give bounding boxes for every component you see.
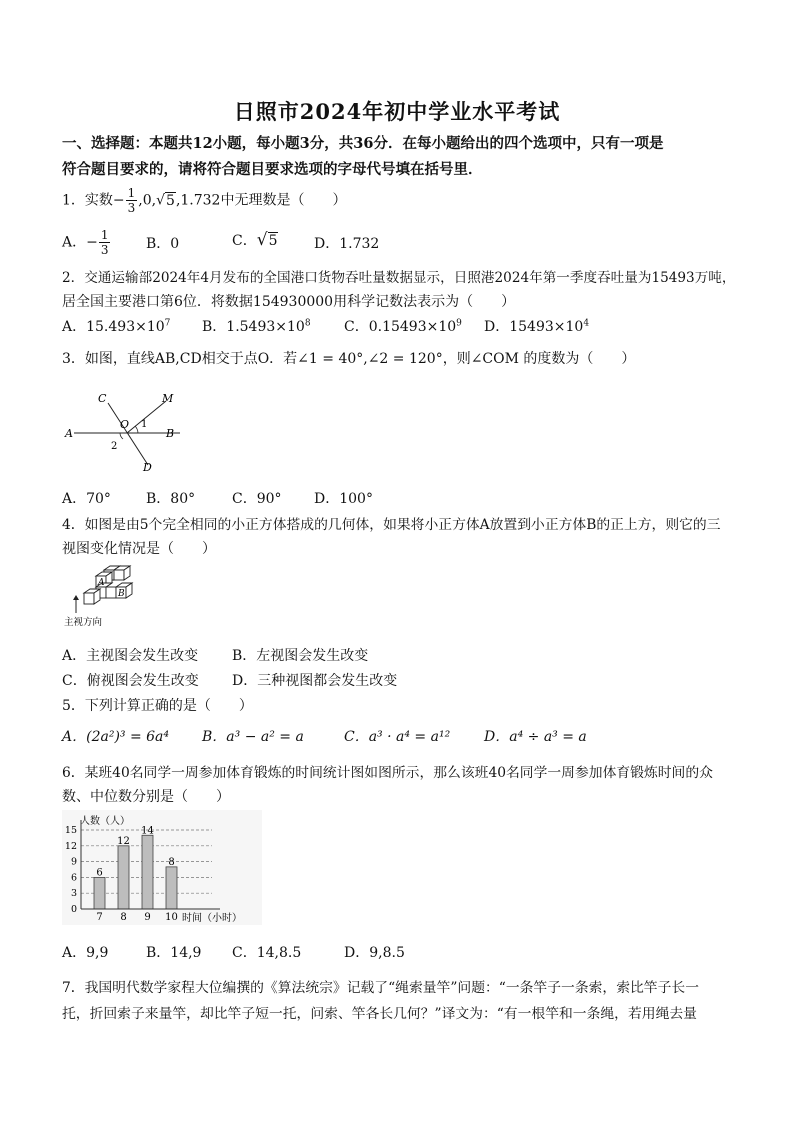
q6-option-b: B．14,9 — [146, 945, 202, 961]
q1-option-c — [232, 230, 278, 250]
y-tick-label: 12 — [64, 840, 77, 852]
q2-option-d — [484, 316, 589, 336]
q5-option-d: D．a⁴ ÷ a³ = a — [484, 729, 587, 745]
q4-figure-cubes — [62, 563, 162, 629]
bar-value-label: 8 — [168, 856, 175, 868]
q6-option-d: D．9,8.5 — [344, 945, 405, 961]
y-tick-label: 3 — [70, 888, 77, 900]
q1-fraction — [126, 186, 138, 215]
q1-option-c-label: C． — [232, 233, 257, 249]
q1-frac-den: 3 — [127, 201, 136, 215]
q2-option-b-exp: 8 — [304, 318, 311, 329]
q3-option-d: D．100° — [314, 491, 373, 507]
q2-option-d-exp: 4 — [583, 318, 590, 329]
q4-option-b: B．左视图会发生改变 — [232, 648, 369, 664]
q2-option-c-text: C．0.15493×10 — [344, 319, 457, 335]
question-2-line2: 居全国主要港口第6位．将数据154930000用科学记数法表示为（ ） — [62, 294, 516, 310]
q4-option-a: A．主视图会发生改变 — [62, 648, 199, 664]
x-tick-label: 7 — [96, 912, 103, 923]
exam-title: 日照市2024年初中学业水平考试 — [233, 99, 561, 124]
q5-option-a: A．(2a²)³ = 6a⁴ — [62, 729, 170, 745]
question-6-line2: 数、中位数分别是（ ） — [62, 789, 230, 805]
q3-option-c: C．90° — [232, 491, 282, 507]
q1-option-a-den: 3 — [100, 243, 109, 257]
bar-value-label: 14 — [141, 825, 154, 837]
q2-option-b-text: B．1.5493×10 — [202, 319, 305, 335]
label-o: O — [120, 418, 130, 431]
label-m: M — [162, 392, 174, 405]
q1-option-a-num: 1 — [100, 228, 109, 242]
section-header-line1: 一、选择题：本题共12小题，每小题3分，共36分．在每小题给出的四个选项中，只有一项是 — [62, 135, 664, 152]
y-tick-label: 15 — [64, 825, 77, 836]
question-4-line2: 视图变化情况是（ ） — [62, 541, 216, 557]
q2-option-c-exp: 9 — [456, 318, 462, 329]
arrow-head-icon — [73, 595, 79, 600]
y-tick-label: 9 — [70, 856, 77, 868]
question-1 — [62, 186, 346, 215]
y-tick-label: 6 — [70, 872, 77, 884]
q1-mid: ,0, — [138, 192, 157, 209]
q1-option-a-fraction — [99, 228, 111, 257]
question-6-line1: 6．某班40名同学一周参加体育锻炼的时间统计图如图所示，那么该班40名同学一周参加体育锻炼时间的众 — [62, 765, 713, 781]
q1-option-c-sqrt-value: 5 — [268, 233, 278, 249]
bar-10 — [166, 867, 177, 909]
q6-option-c: C．14,8.5 — [232, 945, 302, 961]
bar-8 — [118, 846, 129, 909]
q4-option-d: D．三种视图都会发生改变 — [232, 673, 398, 689]
x-tick-label: 9 — [144, 912, 151, 923]
question-2-line1: 2．交通运输部2024年4月发布的全国港口货物吞吐量数据显示，日照港2024年第一季度吞吐量为15493万吨， — [62, 270, 736, 286]
question-4-line1: 4．如图是由5个完全相同的小正方体搭成的几何体，如果将小正方体A放置到小正方体B的正上方，则它的三 — [62, 517, 721, 533]
label-1: 1 — [141, 419, 148, 430]
question-7-line2: 托，折回索子来量竿，却比竿子短一托，问索、竿各长几何？”译文为：“有一根竿和一条绳，若用绳去量 — [62, 1006, 697, 1022]
bar-7 — [94, 877, 105, 909]
q2-option-a — [62, 316, 170, 336]
q3-option-a: A．70° — [62, 491, 111, 507]
q3-figure-intersecting-lines — [62, 385, 192, 477]
x-tick-label: 8 — [120, 912, 127, 923]
bar-value-label: 12 — [117, 835, 130, 847]
q2-option-d-text: D．15493×10 — [484, 319, 584, 335]
q2-option-a-text: A．15.493×10 — [62, 319, 165, 335]
q4-option-c: C．俯视图会发生改变 — [62, 673, 199, 689]
q1-sqrt-value: 5 — [166, 192, 175, 209]
question-7-line1: 7．我国明代数学家程大位编撰的《算法统宗》记载了“绳索量竿”问题：“一条竿子一条索，索比竿子长一 — [62, 980, 699, 996]
q1-option-a-label: A．− — [62, 234, 98, 251]
chart-xlabel: 时间（小时） — [182, 913, 242, 924]
view-direction-label: 主视方向 — [64, 617, 103, 628]
chart-background — [62, 810, 262, 925]
q1-prefix: 1．实数− — [62, 192, 125, 209]
q3-option-b: B．80° — [146, 491, 196, 507]
angle-2-arc — [120, 433, 123, 439]
bar-value-label: 6 — [96, 867, 103, 879]
angle-1-arc — [135, 426, 138, 433]
cube-label-a: A — [98, 578, 105, 588]
q1-sqrt-sign: √ — [156, 192, 166, 209]
label-b: B — [166, 427, 175, 440]
bar-9 — [142, 835, 153, 909]
label-d: D — [143, 461, 152, 474]
x-tick-label: 10 — [165, 912, 178, 923]
q1-option-a — [62, 228, 111, 257]
section-header-line2: 符合题目要求的，请将符合题目要求选项的字母代号填在括号里． — [62, 161, 483, 178]
q5-option-c: C．a³ · a⁴ = a¹² — [344, 729, 451, 745]
y-tick-label: 0 — [70, 904, 77, 915]
label-c: C — [98, 392, 107, 405]
q1-option-c-sqrt-sign: √ — [256, 230, 268, 250]
q1-suffix: ,1.732中无理数是（ ） — [175, 192, 347, 209]
question-3: 3．如图，直线AB,CD相交于点O．若∠1 = 40°,∠2 = 120°，则∠COM 的度数为（ ） — [62, 351, 636, 367]
q1-option-d: D．1.732 — [314, 236, 380, 252]
cube-label-b: B — [118, 589, 125, 599]
line-cd — [108, 403, 148, 465]
label-2: 2 — [111, 441, 118, 452]
q1-option-b: B．0 — [146, 236, 180, 252]
q6-bar-chart — [62, 810, 262, 925]
q2-option-b — [202, 316, 311, 336]
q2-option-c — [344, 316, 462, 336]
question-5: 5．下列计算正确的是（ ） — [62, 698, 253, 714]
chart-ylabel: 人数（人） — [80, 816, 130, 827]
q2-option-a-exp: 7 — [164, 318, 171, 329]
q5-option-b: B．a³ − a² = a — [202, 729, 304, 745]
q6-option-a: A．9,9 — [62, 945, 109, 961]
label-a: A — [65, 427, 73, 440]
q1-frac-num: 1 — [127, 186, 136, 200]
